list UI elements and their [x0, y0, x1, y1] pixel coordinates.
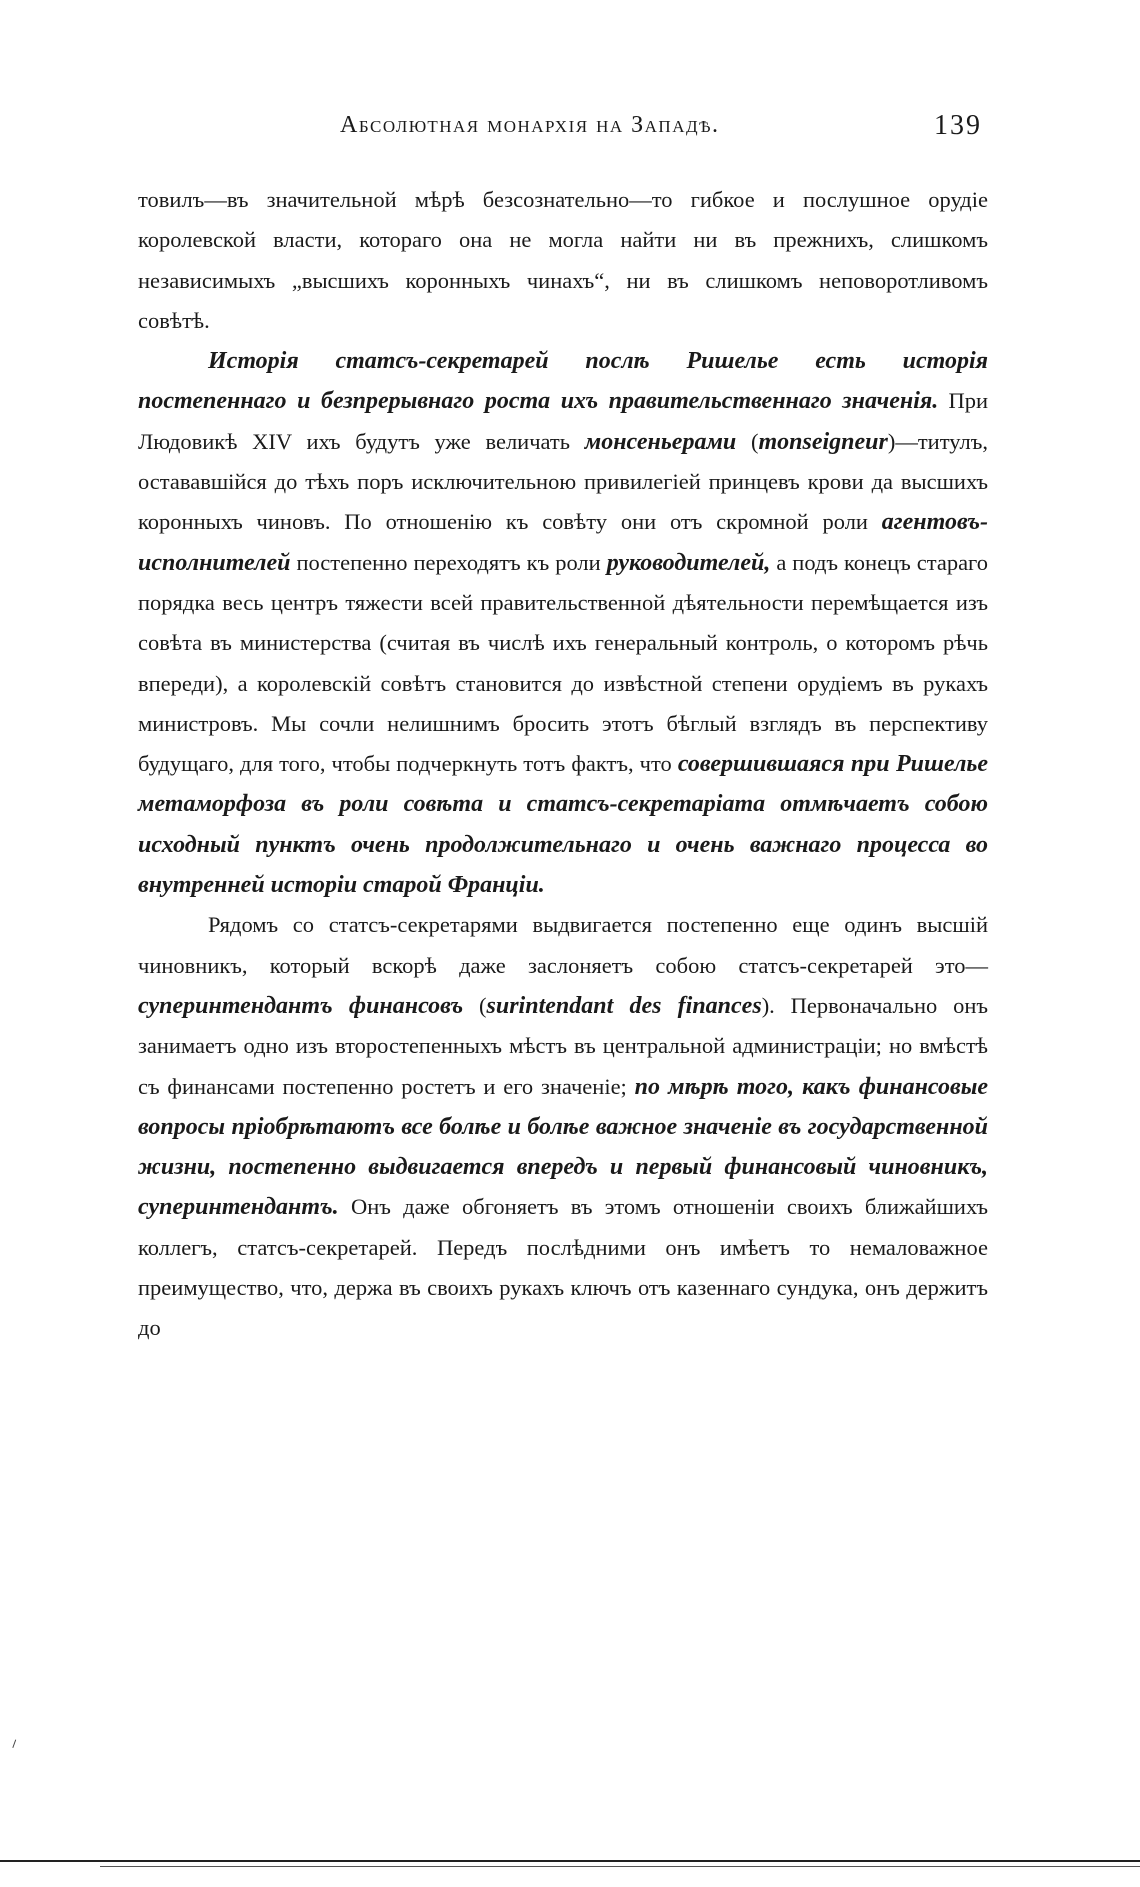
p2-text-3: )—титулъ, остававшійся до тѣхъ поръ исключительною привилегіей принцевъ крови да высшихъ коронныхъ чиновъ. По отношенію къ совѣту они отъ скромной роли: [138, 428, 988, 535]
bottom-edge-rule: [0, 1860, 1140, 1862]
p3-emphasis-2: surintendant des finances: [486, 992, 762, 1019]
p2-emphasis-3: monseigneur: [758, 428, 888, 455]
p2-emphasis-5: руководителей,: [606, 549, 771, 576]
page-number: 139: [934, 110, 982, 141]
paragraph-2: [138, 341, 988, 905]
p2-emphasis-1: Исторія статсъ-секретарей послѣ Ришелье есть исторія постепеннаго и безпрерывнаго роста ихъ правительственнаго значенія.: [138, 348, 988, 415]
running-title: Абсолютная монархія на Западѣ.: [340, 112, 720, 138]
p2-text-2: (: [736, 428, 759, 454]
p2-emphasis-4: агентовъ-исполнителей: [138, 509, 988, 576]
p3-text-2: (: [463, 992, 487, 1018]
p3-emphasis-3: по мѣрѣ того, какъ финансовые вопросы пріобрѣтаютъ все болѣе и болѣе важное значеніе въ государственной жизни, постепенно выдвигается впередъ и первый финансовый чиновникъ, суперинтендантъ.: [138, 1073, 988, 1221]
bottom-edge-rule-secondary: [100, 1866, 1140, 1867]
p3-text-3: ). Первоначально онъ занимаетъ одно изъ второстепенныхъ мѣстъ въ центральной администраціи; но вмѣстѣ съ финансами постепенно ростетъ и его значеніе;: [138, 992, 989, 1099]
main-text: [138, 180, 988, 1349]
p3-emphasis-1: суперинтендантъ финансовъ: [138, 992, 464, 1019]
p2-text-4: постепенно переходятъ къ роли: [290, 549, 607, 575]
p3-text-1: Рядомъ со статсъ-секретарями выдвигается постепенно еще одинъ высшій чиновникъ, который вскорѣ даже заслоняетъ собою статсъ-секретарей это—: [138, 912, 988, 978]
p2-emphasis-2: монсеньерами: [584, 428, 737, 455]
p3-text-4: Онъ даже обгоняетъ въ этомъ отношеніи своихъ ближайшихъ коллегъ, статсъ-секретарей. Передъ послѣдними онъ имѣетъ то немаловажное преимущество, что, держа въ своихъ рукахъ ключъ отъ казеннаго сундука, онъ держитъ до: [138, 1194, 988, 1341]
paragraph-3: [138, 905, 988, 1348]
p2-text-5: а подъ конецъ стараго порядка весь центръ тяжести всей правительственной дѣятельности перемѣщается изъ совѣта въ министерства (считая въ числѣ ихъ генеральный контроль, о которомъ рѣчь впереди), а королевскій совѣтъ становится до извѣстной степени орудіемъ въ рукахъ министровъ. Мы сочли нелишнимъ бросить этотъ бѣглый взглядъ въ перспективу будущаго, для того, чтобы подчеркнуть тотъ фактъ, что: [138, 549, 988, 777]
p2-text-1: При Людовикѣ XIV ихъ будутъ уже величать: [138, 388, 988, 454]
margin-pencil-mark: ⸝: [4, 1729, 22, 1752]
p2-emphasis-6: совершившаяся при Ришелье метаморфоза въ роли совѣта и статсъ-секретаріата отмѣчаетъ собою исходный пунктъ очень продолжительнаго и очень важнаго процесса во внутренней исторіи старой Франціи.: [138, 751, 989, 899]
paragraph-1: [138, 180, 988, 341]
p1-text-1: товилъ—въ значительной мѣрѣ безсознательно—то гибкое и послушное орудіе королевской власти, котораго она не могла найти ни въ прежнихъ, слишкомъ независимыхъ „высшихъ коронныхъ чинахъ“, ни въ слишкомъ неповоротливомъ совѣтѣ.: [138, 187, 988, 333]
